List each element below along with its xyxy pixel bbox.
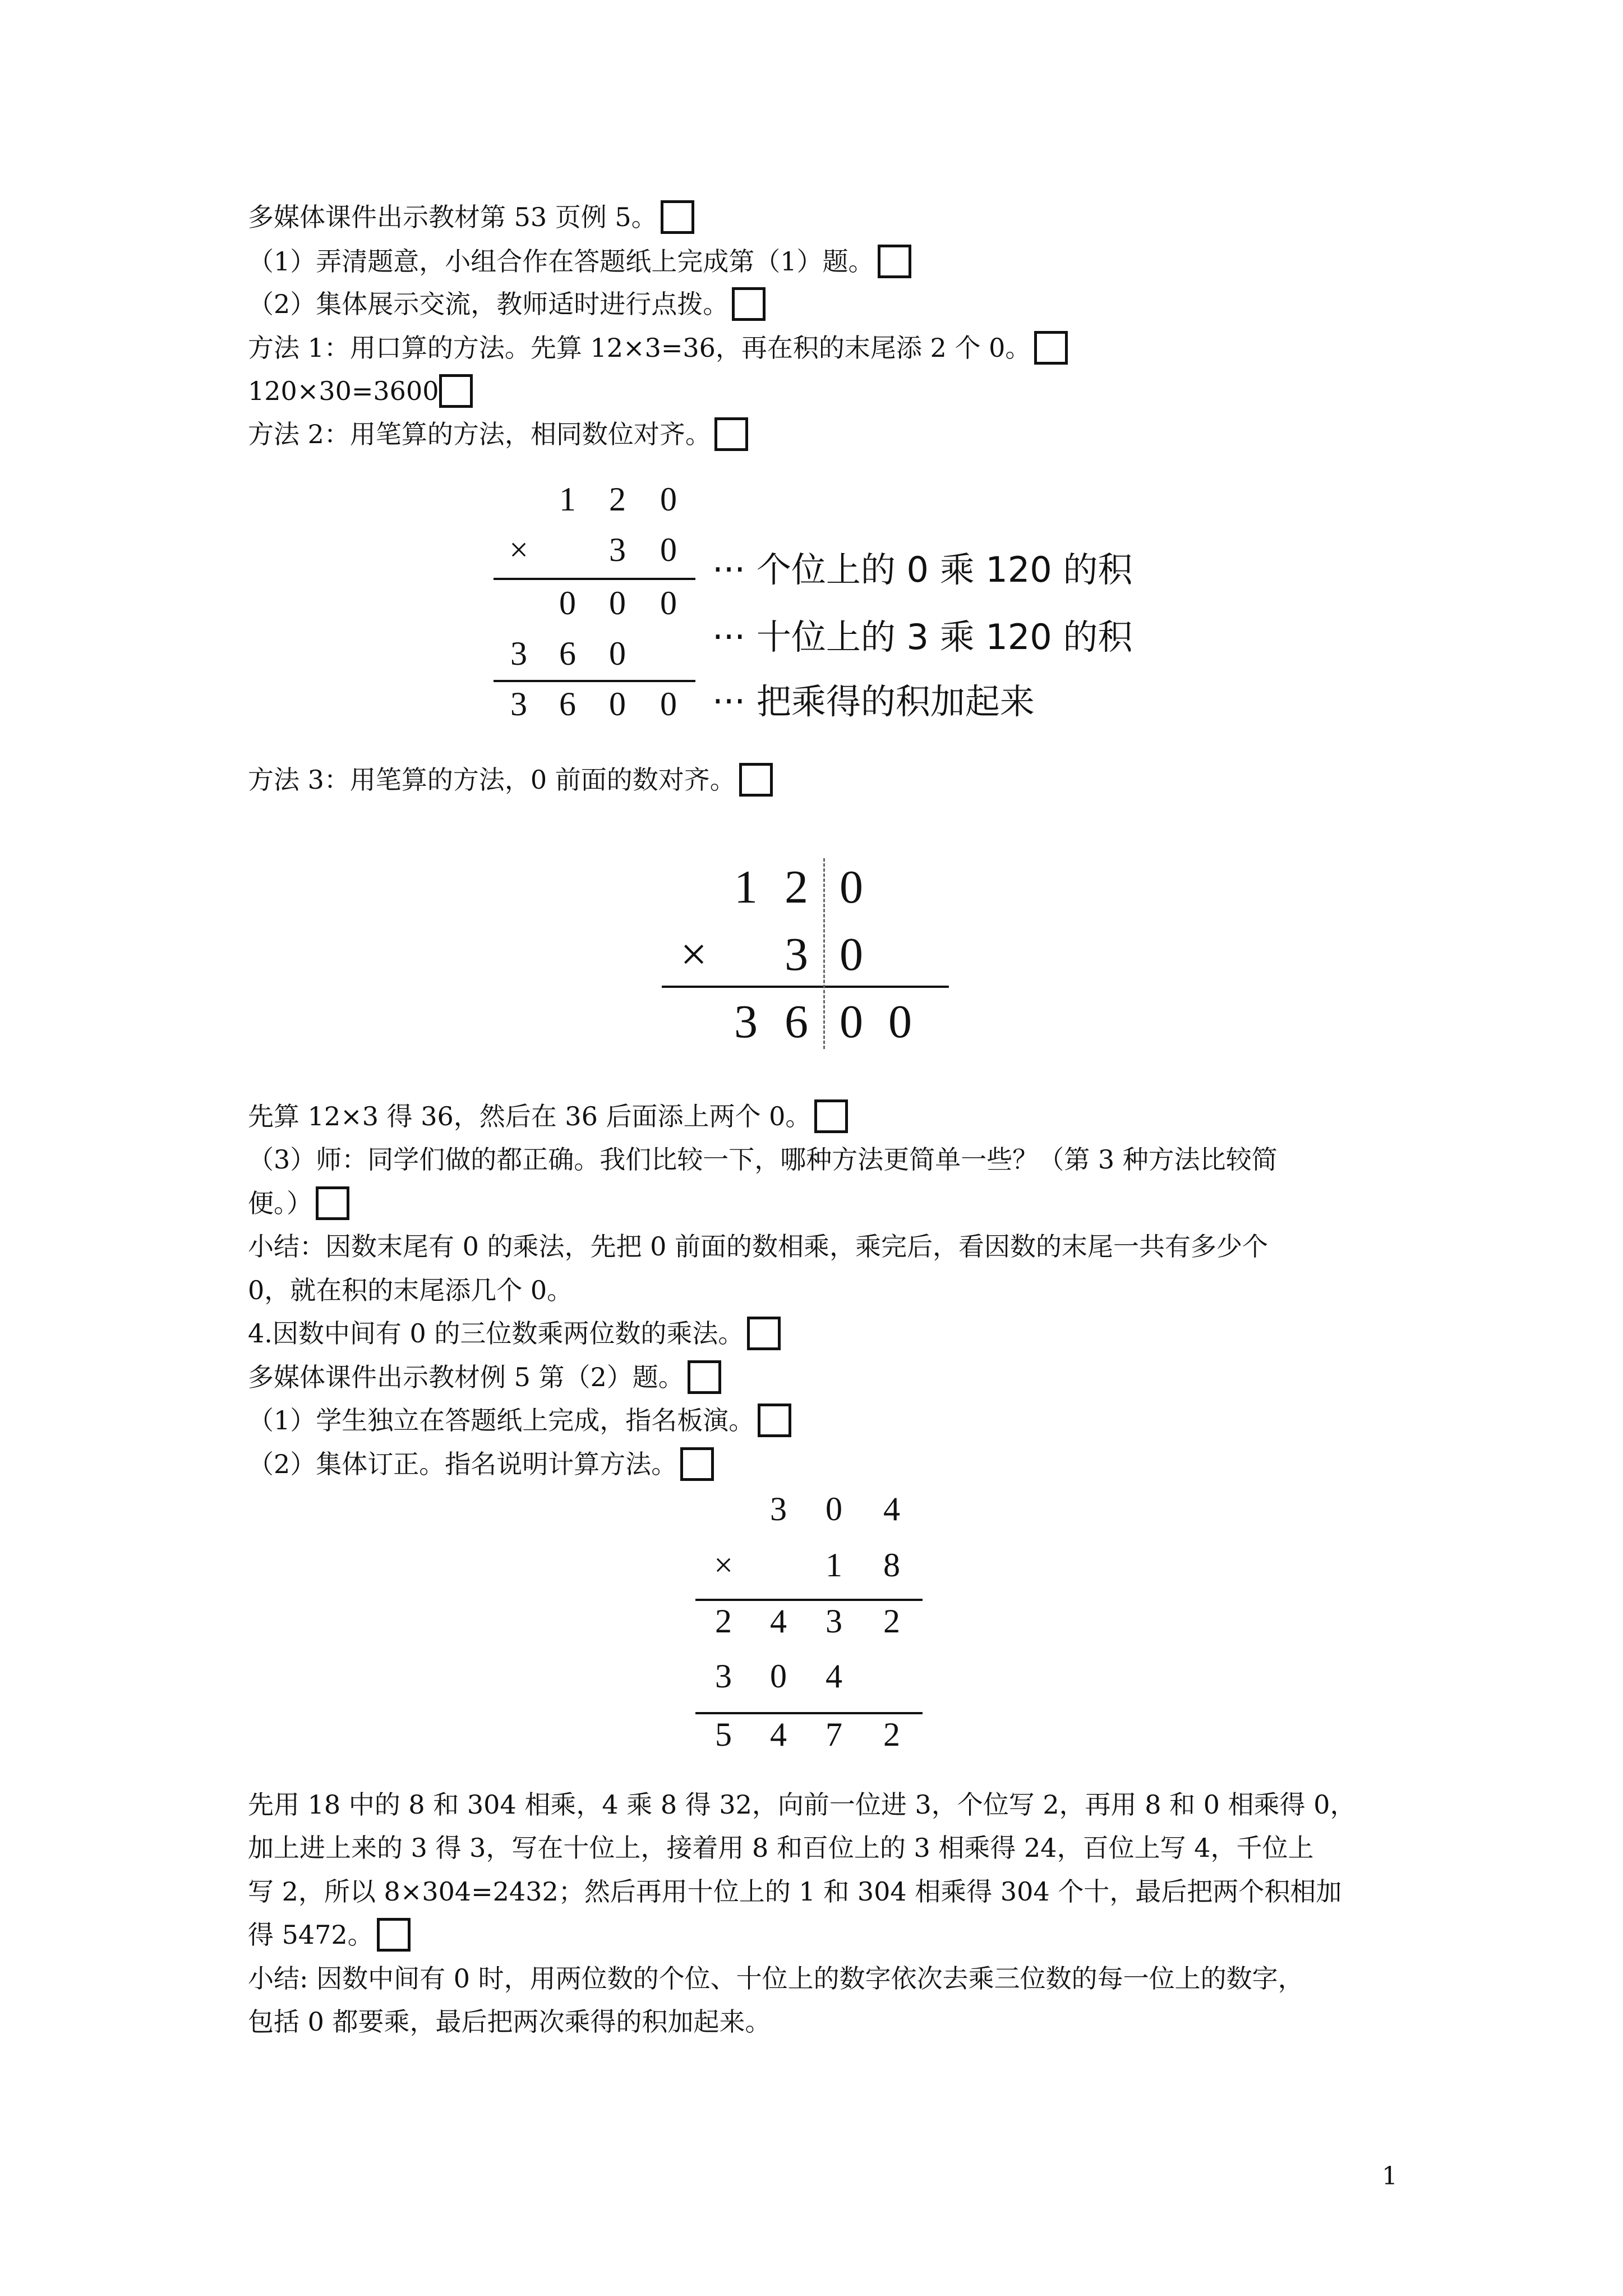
digit: 6: [785, 996, 808, 1048]
digit: 2: [609, 481, 626, 518]
line-text: 120×30=3600: [248, 376, 439, 406]
digit: 1: [559, 481, 576, 518]
line-text: （1）弄清题意，小组合作在答题纸上完成第（1）题。: [248, 246, 874, 277]
text-line: [248, 2005, 771, 2039]
checkbox[interactable]: [758, 1404, 791, 1437]
digit: 0: [840, 861, 863, 913]
times-sign: ×: [509, 531, 528, 568]
line-text: 便。）: [248, 1188, 312, 1218]
checkbox[interactable]: [878, 245, 911, 278]
digit: 4: [883, 1490, 900, 1527]
checkbox[interactable]: [714, 417, 748, 451]
digit: 0: [660, 481, 677, 518]
digit: 5: [715, 1716, 732, 1753]
checkbox[interactable]: [439, 374, 473, 408]
line-text: 多媒体课件出示教材第 53 页例 5。: [248, 202, 657, 232]
rule-line: [494, 578, 695, 580]
line-text: 小结: 因数中间有 0 时，用两位数的个位、十位上的数字依次去乘三位数的每一位上的数字，: [248, 1963, 1304, 1994]
digit: 0: [609, 635, 626, 672]
digit: 0: [660, 585, 677, 622]
rule-line: [662, 986, 949, 988]
calc-annotation: ··· 把乘得的积加起来: [712, 681, 1035, 722]
digit: 2: [883, 1603, 900, 1640]
checkbox[interactable]: [688, 1360, 721, 1394]
digit: 0: [888, 996, 912, 1048]
text-line: [248, 1186, 349, 1222]
digit: 1: [826, 1547, 842, 1584]
text-line: [248, 1831, 1313, 1865]
calc-annotation: ··· 十位上的 3 乘 120 的积: [712, 616, 1133, 657]
line-text: 小结：因数末尾有 0 的乘法，先把 0 前面的数相乘，乘完后，看因数的末尾一共有多少个: [248, 1231, 1269, 1262]
line-text: （1）学生独立在答题纸上完成，指名板演。: [248, 1405, 755, 1435]
digit: 2: [785, 861, 808, 913]
digit: 0: [660, 685, 677, 723]
text-line: [248, 374, 473, 410]
checkbox[interactable]: [732, 287, 766, 321]
line-text: 0，就在积的末尾添几个 0。: [248, 1275, 573, 1305]
text-line: [248, 417, 748, 453]
digit: 6: [559, 635, 576, 672]
text-line: [248, 1875, 1341, 1908]
alignment-dashed-line: [823, 858, 825, 1049]
line-text: 得 5472。: [248, 1920, 374, 1950]
line-text: 先用 18 中的 8 和 304 相乘，4 乘 8 得 32，向前一位进 3，个位写 2，再用 8 和 0 相乘得 0，: [248, 1789, 1356, 1820]
text-line: [248, 1360, 721, 1396]
digit: 4: [770, 1603, 787, 1640]
text-line: [248, 1962, 1304, 1995]
text-line: [248, 1788, 1356, 1821]
line-text: 写 2，所以 8×304=2432；然后再用十位上的 1 和 304 相乘得 304 个十，最后把两个积相加: [248, 1876, 1342, 1907]
digit: 3: [510, 635, 527, 672]
text-line: [248, 245, 911, 280]
line-text: 4.因数中间有 0 的三位数乘两位数的乘法。: [248, 1318, 744, 1349]
text-line: [248, 1447, 714, 1483]
text-line: [248, 1404, 791, 1439]
checkbox[interactable]: [680, 1447, 714, 1481]
digit: 0: [559, 585, 576, 622]
text-line: [248, 1918, 411, 1954]
line-text: 方法 1：用口算的方法。先算 12×3=36，再在积的末尾添 2 个 0。: [248, 333, 1031, 363]
digit: 3: [826, 1603, 842, 1640]
times-sign: ×: [714, 1547, 733, 1584]
line-text: 多媒体课件出示教材例 5 第（2）题。: [248, 1362, 684, 1392]
digit: 3: [609, 531, 626, 568]
line-text: （3）师：同学们做的都正确。我们比较一下，哪种方法更简单一些？（第 3 种方法比较简: [248, 1144, 1278, 1175]
text-line: [248, 1099, 848, 1135]
rule-line: [695, 1599, 923, 1601]
digit: 3: [770, 1490, 787, 1527]
digit: 0: [609, 585, 626, 622]
digit: 0: [660, 531, 677, 568]
text-line: [248, 763, 773, 799]
digit: 3: [785, 928, 808, 981]
digit: 6: [559, 685, 576, 723]
times-sign: ×: [680, 928, 707, 981]
checkbox[interactable]: [739, 763, 773, 797]
checkbox[interactable]: [747, 1317, 781, 1350]
line-text: 加上进上来的 3 得 3，写在十位上，接着用 8 和百位上的 3 相乘得 24，百位上写 4，千位上: [248, 1833, 1314, 1863]
text-line: [248, 1143, 1278, 1176]
line-text: （2）集体订正。指名说明计算方法。: [248, 1449, 677, 1479]
line-text: 方法 2：用笔算的方法，相同数位对齐。: [248, 419, 711, 449]
text-line: [248, 331, 1068, 367]
digit: 1: [734, 861, 758, 913]
digit: 0: [826, 1490, 842, 1527]
digit: 0: [840, 996, 863, 1048]
page-number: 1: [1382, 2162, 1398, 2191]
digit: 4: [826, 1658, 842, 1695]
digit: 0: [609, 685, 626, 723]
calc-annotation: ··· 个位上的 0 乘 120 的积: [712, 549, 1133, 590]
digit: 0: [840, 928, 863, 981]
digit: 3: [510, 685, 527, 723]
digit: 2: [883, 1716, 900, 1753]
rule-line: [695, 1712, 923, 1714]
checkbox[interactable]: [377, 1918, 411, 1952]
checkbox[interactable]: [814, 1099, 848, 1133]
digit: 8: [883, 1547, 900, 1584]
text-line: [248, 1230, 1268, 1263]
checkbox[interactable]: [1034, 331, 1068, 365]
digit: 2: [715, 1603, 732, 1640]
text-line: [248, 200, 694, 236]
checkbox[interactable]: [661, 200, 694, 234]
digit: 3: [734, 996, 758, 1048]
line-text: 包括 0 都要乘，最后把两次乘得的积加起来。: [248, 2007, 771, 2037]
line-text: （2）集体展示交流，教师适时进行点拨。: [248, 289, 729, 319]
text-line: [248, 287, 766, 323]
digit: 3: [715, 1658, 732, 1695]
rule-line: [494, 680, 695, 682]
line-text: 先算 12×3 得 36，然后在 36 后面添上两个 0。: [248, 1101, 811, 1131]
checkbox[interactable]: [316, 1186, 349, 1220]
digit: 7: [826, 1716, 842, 1753]
text-line: [248, 1273, 573, 1307]
digit: 0: [770, 1658, 787, 1695]
line-text: 方法 3：用笔算的方法，0 前面的数对齐。: [248, 765, 736, 795]
digit: 4: [770, 1716, 787, 1753]
text-line: [248, 1317, 781, 1352]
